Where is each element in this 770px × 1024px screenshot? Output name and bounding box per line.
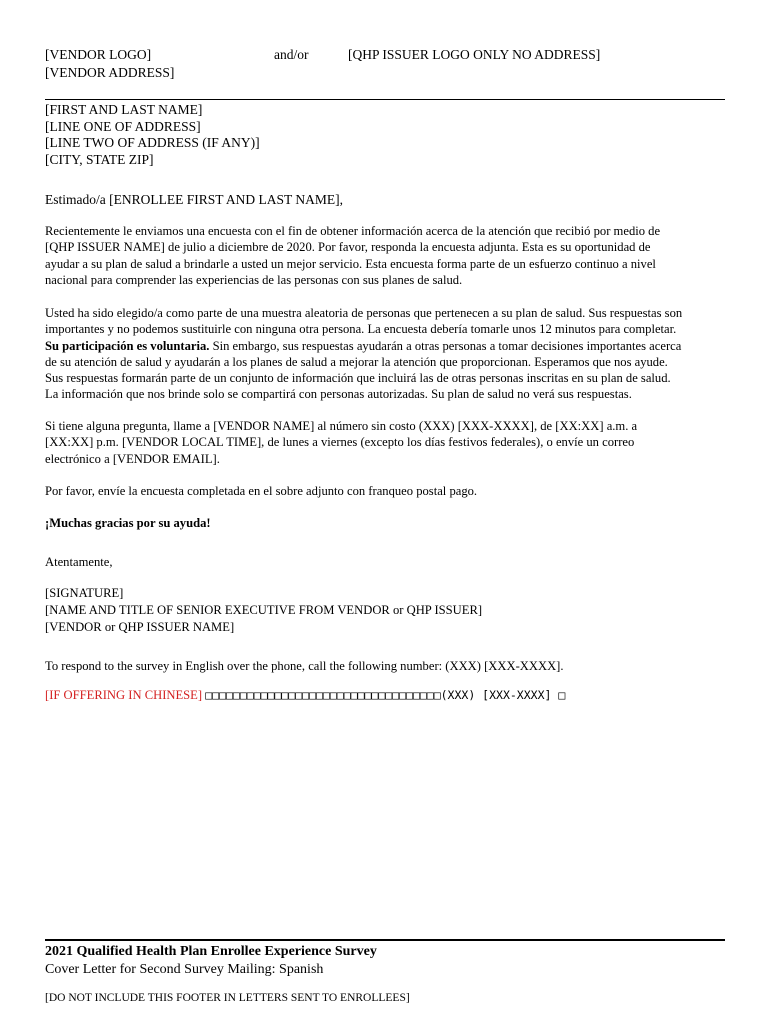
paragraph-line: Sus respuestas formarán parte de un conjunto de información que incluirá las de otras personas inscritas en su plan de salud. xyxy=(45,371,671,386)
paragraph-line: de su atención de salud y ayudarán a los planes de salud a mejorar la atención que proporcionan. Esperamos que nos ayude. xyxy=(45,354,668,369)
header-divider xyxy=(45,99,725,100)
chinese-text: □□□□□□□□□□□□□□□□□□□□□□□□□□□□□□□□□□(XXX) [XXX-XXXX] □ xyxy=(205,688,566,702)
paragraph-line: Su participación es voluntaria. Sin embargo, sus respuestas ayudarán a otras personas a tomar decisiones importantes acerca xyxy=(45,338,682,353)
footer-note: [DO NOT INCLUDE THIS FOOTER IN LETTERS SENT TO ENROLLEES] xyxy=(45,992,410,1004)
paragraph-selection xyxy=(45,305,725,403)
vendor-address-placeholder: [VENDOR ADDRESS] xyxy=(45,65,175,80)
paragraph-line: ayudar a su plan de salud a brindarle a usted un mejor servicio. Esta encuesta forma parte de un esfuerzo continuo a nivel xyxy=(45,256,656,271)
paragraph-line: [XX:XX] p.m. [VENDOR LOCAL TIME], de lunes a viernes (excepto los días festivos federales), o envíe un correo xyxy=(45,435,635,450)
chinese-offering-tag: [IF OFFERING IN CHINESE] xyxy=(45,688,203,702)
recipient-address-line1: [LINE ONE OF ADDRESS] xyxy=(45,119,201,134)
paragraph-contact xyxy=(45,418,725,467)
paragraph-line: Si tiene alguna pregunta, llame a [VENDOR NAME] al número sin costo (XXX) [XXX-XXXX], de [XX:XX] a.m. a xyxy=(45,419,638,433)
signature-placeholder: [SIGNATURE] xyxy=(45,586,124,600)
closing: Atentamente, xyxy=(45,555,113,569)
chinese-phone-line xyxy=(45,687,565,703)
qhp-logo-placeholder: [QHP ISSUER LOGO ONLY NO ADDRESS] xyxy=(348,47,601,62)
paragraph-line: nacional para comprender las experiencias de las personas con sus planes de salud. xyxy=(45,272,463,287)
signer-name-title: [NAME AND TITLE OF SENIOR EXECUTIVE FROM VENDOR or QHP ISSUER] xyxy=(45,603,483,617)
salutation: Estimado/a [ENROLLEE FIRST AND LAST NAME], xyxy=(45,192,343,207)
and-or-text: and/or xyxy=(274,47,309,62)
paragraph-line: [QHP ISSUER NAME] de julio a diciembre de 2020. Por favor, responda la encuesta adjunta. Esta es su oportunidad de xyxy=(45,240,651,255)
thank-you-line: ¡Muchas gracias por su ayuda! xyxy=(45,516,211,530)
recipient-name: [FIRST AND LAST NAME] xyxy=(45,102,203,117)
paragraph-intro xyxy=(45,223,725,288)
paragraph-line: Recientemente le enviamos una encuesta con el fin de obtener información acerca de la atención que recibió por medio de xyxy=(45,224,661,238)
paragraph-return-instructions: Por favor, envíe la encuesta completada en el sobre adjunto con franqueo postal pago. xyxy=(45,484,478,498)
vendor-logo-placeholder: [VENDOR LOGO] xyxy=(45,47,152,62)
signer-organization: [VENDOR or QHP ISSUER NAME] xyxy=(45,620,235,634)
recipient-address-line2: [LINE TWO OF ADDRESS (IF ANY)] xyxy=(45,135,260,150)
paragraph-line: La información que nos brinde solo se compartirá con personas autorizadas. Su plan de salud no verá sus respuestas. xyxy=(45,387,632,402)
footer-subtitle: Cover Letter for Second Survey Mailing: Spanish xyxy=(45,962,324,977)
recipient-city-state-zip: [CITY, STATE ZIP] xyxy=(45,152,154,167)
paragraph-line: importantes y no podemos sustituirle con ninguna otra persona. La encuesta debería tomarle unos 12 minutos para completar. xyxy=(45,322,677,337)
footer-title: 2021 Qualified Health Plan Enrollee Experience Survey xyxy=(45,944,377,959)
paragraph-line: electrónico a [VENDOR EMAIL]. xyxy=(45,451,220,466)
voluntary-emphasis: Su participación es voluntaria. xyxy=(45,338,210,353)
paragraph-line: Usted ha sido elegido/a como parte de una muestra aleatoria de personas que pertenecen a su plan de salud. Sus respuestas son xyxy=(45,306,683,320)
english-phone-line: To respond to the survey in English over the phone, call the following number: (XXX) [XXX-XXXX]. xyxy=(45,659,564,673)
footer-divider xyxy=(45,939,725,941)
